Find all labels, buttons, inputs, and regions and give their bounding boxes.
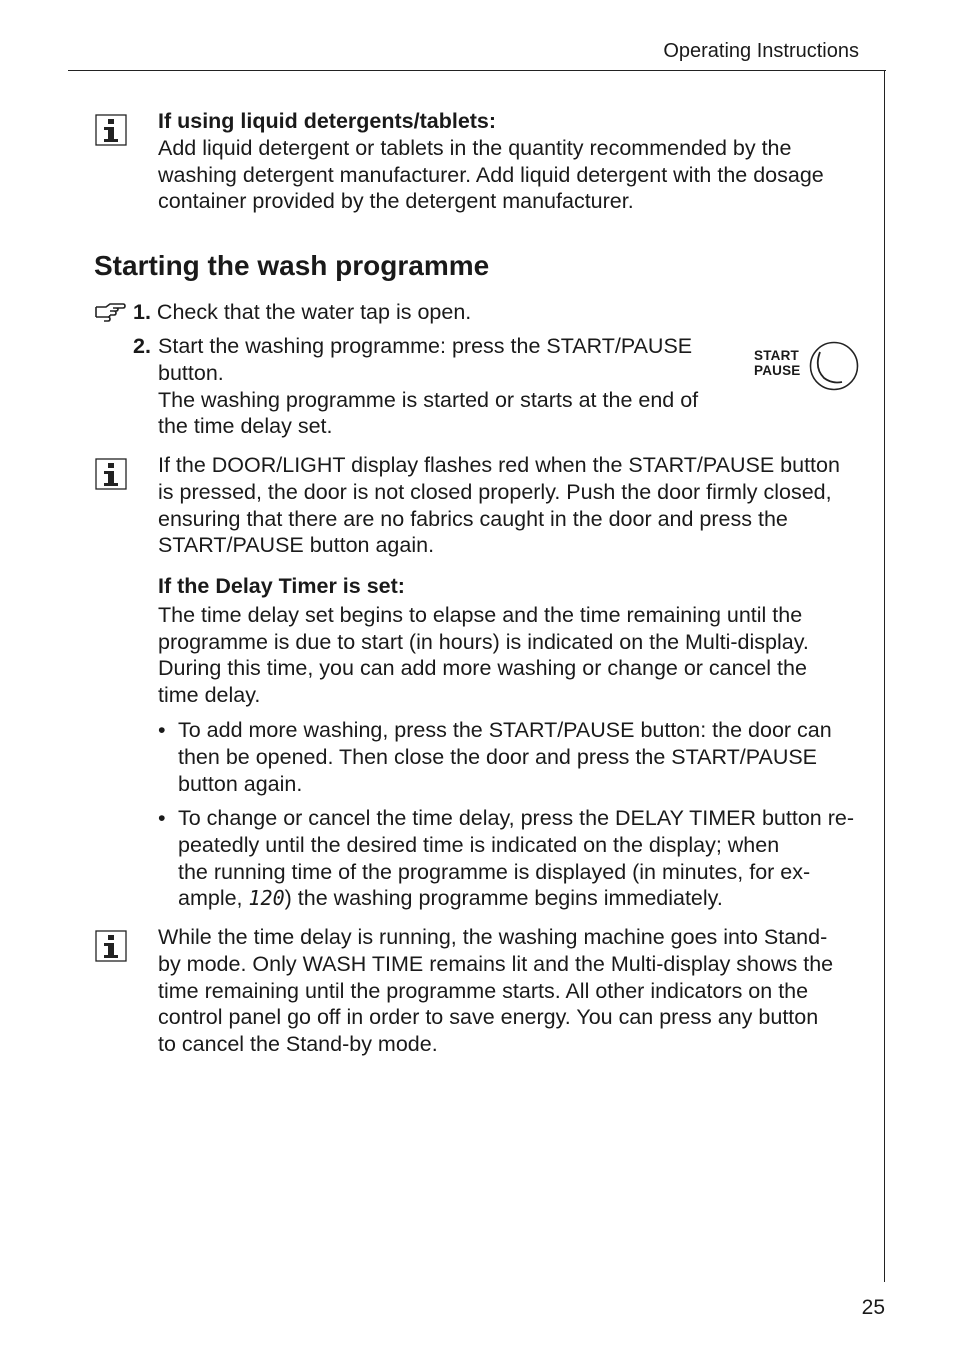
bullet-dot: • — [158, 806, 166, 830]
bullet-dot: • — [158, 718, 166, 742]
text-line: button. — [158, 360, 224, 385]
text-line: is pressed, the door is not closed properly. Push the door firmly closed, — [158, 479, 832, 504]
bullet-change-delay — [178, 805, 868, 912]
page-number: 25 — [861, 1296, 885, 1319]
display-readout: 120 — [248, 886, 285, 911]
text-line: ensuring that there are no fabrics caught in the door and press the — [158, 506, 788, 531]
text-line: then be opened. Then close the door and press the START/PAUSE — [178, 744, 818, 769]
text-line: time remaining until the programme starts. All other indicators on the — [158, 978, 809, 1003]
text-line: by mode. Only WASH TIME remains lit and the Multi-display shows the — [158, 951, 834, 976]
text-line: peatedly until the desired time is indicated on the display; when — [178, 832, 780, 857]
step-text: Check that the water tap is open. — [156, 300, 472, 324]
text-line: the time delay set. — [158, 414, 333, 439]
header-rule — [68, 70, 886, 71]
text-line: While the time delay is running, the washing machine goes into Stand- — [158, 925, 828, 949]
step-1 — [133, 299, 471, 326]
bullet-add-washing — [178, 717, 868, 797]
delay-timer-block — [158, 573, 868, 709]
text-line: control panel go off in order to save energy. You can press any button — [158, 1005, 819, 1030]
text-line: To change or cancel the time delay, press the DELAY TIMER button re- — [178, 806, 855, 830]
liquid-detergent-block — [158, 108, 868, 215]
section-title: Starting the wash programme — [94, 250, 490, 281]
text-line: The time delay set begins to elapse and the time remaining until the — [158, 602, 803, 627]
text-line: button again. — [178, 771, 303, 796]
step-number: 1. — [133, 300, 151, 324]
text-line: START/PAUSE button again. — [158, 533, 435, 558]
text-line: Add liquid detergent or tablets in the quantity recommended by the — [158, 135, 792, 160]
liquid-detergent-heading: If using liquid detergents/tablets: — [158, 109, 497, 133]
door-note — [158, 452, 868, 559]
text-line: container provided by the detergent manufacturer. — [158, 189, 634, 214]
start-pause-knob-icon — [808, 340, 860, 392]
start-pause-label: START PAUSE — [754, 348, 801, 378]
info-icon — [95, 930, 125, 960]
info-icon — [95, 458, 125, 488]
text-line: If the DOOR/LIGHT display flashes red when the START/PAUSE button — [158, 453, 840, 477]
text-line: to cancel the Stand-by mode. — [158, 1032, 438, 1057]
margin-rule — [884, 70, 885, 1282]
text-line: washing detergent manufacturer. Add liquid detergent with the dosage — [158, 162, 824, 187]
info-icon — [95, 114, 125, 144]
text-line: Start the washing programme: press the START/PAUSE — [158, 334, 693, 358]
text-line: ample, 120) the washing programme begins immediately. — [178, 886, 723, 911]
text-line: To add more washing, press the START/PAUSE button: the door can — [178, 718, 832, 742]
step-number: 2. — [133, 334, 151, 358]
text-line: The washing programme is started or starts at the end of — [158, 387, 699, 412]
delay-timer-heading: If the Delay Timer is set: — [158, 574, 405, 598]
text-line: programme is due to start (in hours) is indicated on the Multi-display. — [158, 629, 809, 654]
step-2 — [158, 333, 738, 440]
text-line: During this time, you can add more washing or change or cancel the — [158, 656, 807, 681]
text-line: the running time of the programme is displayed (in minutes, for ex- — [178, 859, 811, 884]
header-title: Operating Instructions — [663, 40, 859, 62]
text-line: time delay. — [158, 683, 261, 708]
pointing-hand-icon — [94, 301, 126, 328]
start-pause-button-graphic — [752, 338, 862, 394]
standby-note — [158, 924, 868, 1058]
